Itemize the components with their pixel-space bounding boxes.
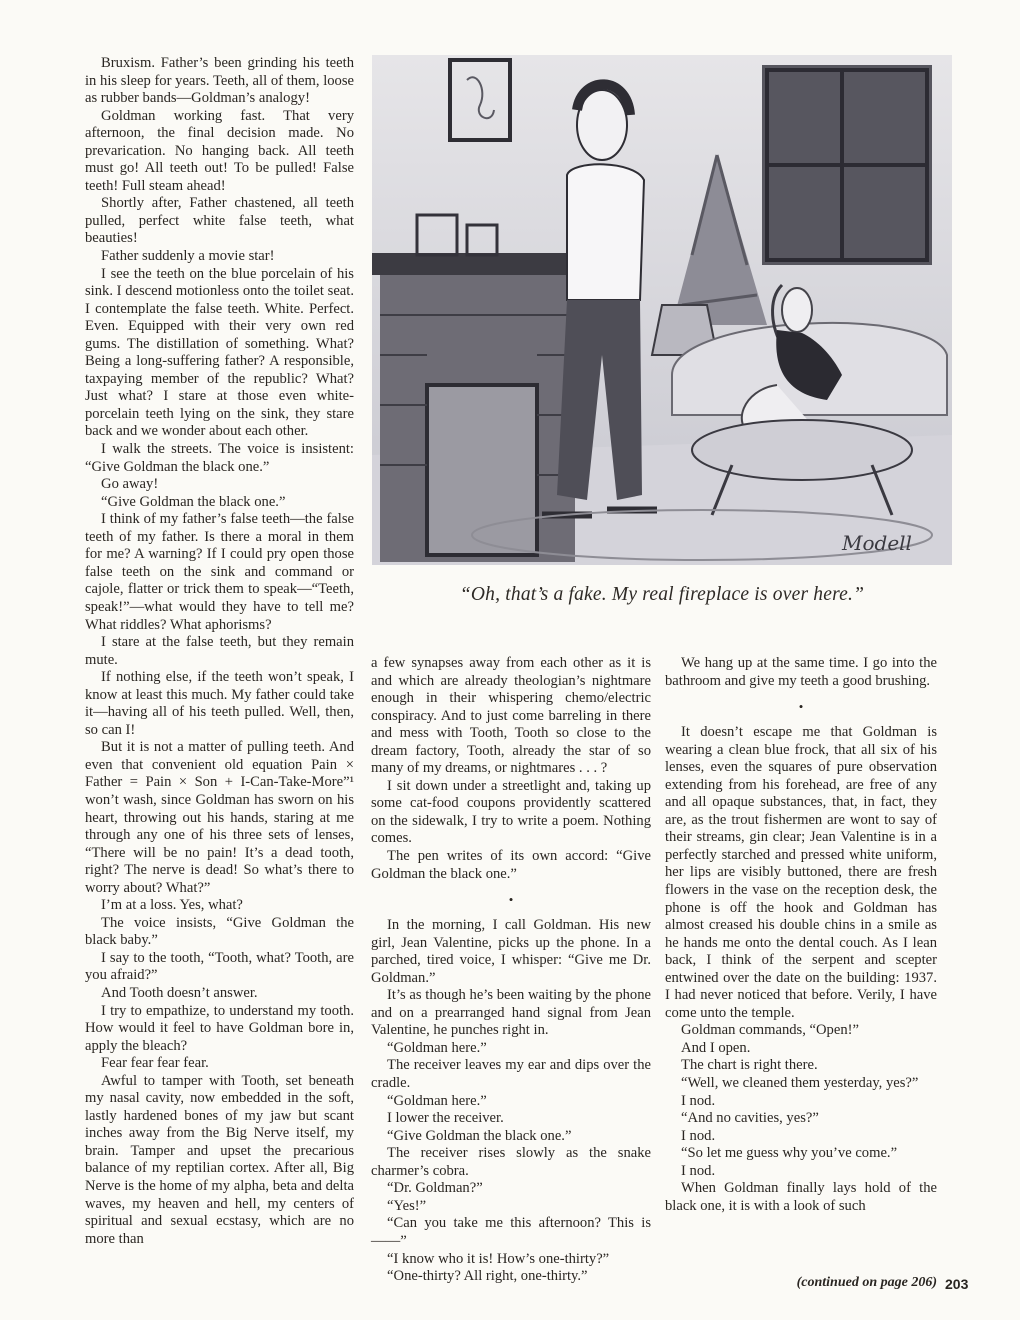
paragraph: “And no cavities, yes?” bbox=[681, 1110, 819, 1127]
paragraph: “Give Goldman the black one.” bbox=[387, 1127, 572, 1144]
paragraph: The chart is right there. bbox=[681, 1057, 818, 1074]
cartoon-drawing bbox=[372, 55, 952, 565]
paragraph: The receiver rises slowly as the snake charmer’s cobra. bbox=[371, 1145, 651, 1179]
paragraph: “Well, we cleaned them yesterday, yes?” bbox=[681, 1075, 919, 1092]
paragraph: I sit down under a streetlight and, taking up some cat-food coupons providently scattered on the sidewalk, I try to write a poem. Nothing comes. bbox=[371, 777, 651, 847]
paragraph: I try to empathize, to understand my tooth. How would it feel to have Goldman bore in, apply the bleach? bbox=[85, 1002, 354, 1054]
paragraph: If nothing else, if the teeth won’t speak, I know at least this much. My father could take it—having all of his teeth pulled. Well, then, so can I! bbox=[85, 669, 354, 738]
paragraph: Awful to tamper with Tooth, set beneath my nasal cavity, now embedded in the soft, lastly hardened bones of my jaw but scant inches away from the Big Nerve itself, my brain. Tamper and upset the precarious balance of my reptilian cortex. After all, Big Nerve is the home of my alpha, beta and delta waves, my heaven and hell, my centers of spiritual and sexual ecstasy, which are no more than bbox=[85, 1072, 354, 1247]
section-break: • bbox=[508, 892, 514, 908]
paragraph: In the morning, I call Goldman. His new girl, Jean Valentine, picks up the phone. In a parched, tired voice, I whisper: “Give me Dr. Goldman.” bbox=[371, 917, 651, 986]
paragraph: “Goldman here.” bbox=[387, 1039, 487, 1056]
paragraph: Bruxism. Father’s been grinding his teeth in his sleep for years. Teeth, all of them, loose as rubber bands—Goldman’s analogy! bbox=[85, 55, 354, 107]
paragraph: “I know who it is! How’s one-thirty?” bbox=[387, 1250, 610, 1267]
paragraph: And I open. bbox=[681, 1039, 751, 1056]
paragraph: I nod. bbox=[681, 1092, 716, 1109]
paragraph: I nod. bbox=[681, 1127, 716, 1144]
paragraph: We hang up at the same time. I go into the bathroom and give my teeth a good brushing. bbox=[665, 655, 937, 689]
paragraph: “Yes!” bbox=[387, 1197, 427, 1214]
paragraph: I stare at the false teeth, but they remain mute. bbox=[85, 634, 354, 668]
paragraph: I lower the receiver. bbox=[387, 1110, 504, 1127]
paragraph: Go away! bbox=[101, 476, 159, 493]
paragraph: I’m at a loss. Yes, what? bbox=[101, 897, 243, 914]
paragraph: Shortly after, Father chastened, all teeth pulled, perfect white false teeth, what beauties! bbox=[85, 195, 354, 247]
paragraph: But it is not a matter of pulling teeth. And even that convenient old equation Pain × Father = Pain × Son + I-Can-Take-More”¹ won’t wash, since Goldman has sworn on his heart, throwing out his hands, staring at me through any one of his three sets of lenses, “There will be no pain! It’s a dead tooth, right? The nerve is dead! So what’s there to worry about? What?” bbox=[85, 739, 354, 896]
paragraph: I see the teeth on the blue porcelain of his sink. I descend motionless onto the toilet seat. I contemplate the false teeth. White. Perfect. Even. Equipped with their very own red gums. The distillation of something. What? Being a long-suffering father? A responsible, taxpaying member of the republic? What? Just what? I stare at those even white-porcelain teeth lying on the sink, they stare back and we wonder about each other. bbox=[85, 265, 354, 440]
paragraph: I nod. bbox=[681, 1162, 716, 1179]
section-break: • bbox=[798, 699, 804, 715]
paragraph: I walk the streets. The voice is insistent: “Give Goldman the black one.” bbox=[85, 441, 354, 475]
article-column-2 bbox=[371, 655, 651, 1286]
paragraph: The pen writes of its own accord: “Give Goldman the black one.” bbox=[371, 848, 651, 882]
cartoon-caption: “Oh, that’s a fake. My real fireplace is over here.” bbox=[459, 584, 865, 605]
paragraph: “Goldman here.” bbox=[387, 1092, 487, 1109]
paragraph: Goldman working fast. That very afternoon, the final decision made. No prevarication. No hanging back. All teeth must go! All teeth out! To be pulled! False teeth! Full steam ahead! bbox=[85, 107, 354, 194]
article-column-3 bbox=[665, 655, 937, 1215]
paragraph: It’s as though he’s been waiting by the phone and on a prearranged hand signal from Jean Valentine, he punches right in. bbox=[371, 987, 651, 1039]
paragraph: “Can you take me this afternoon? This is——” bbox=[371, 1215, 651, 1249]
paragraph: The receiver leaves my ear and dips over the cradle. bbox=[371, 1057, 651, 1092]
paragraph: Father suddenly a movie star! bbox=[101, 248, 275, 265]
paragraph: And Tooth doesn’t answer. bbox=[101, 984, 258, 1001]
paragraph: “So let me guess why you’ve come.” bbox=[681, 1145, 898, 1162]
cartoon-signature: Modell bbox=[842, 531, 912, 555]
paragraph: Fear fear fear fear. bbox=[101, 1055, 209, 1072]
paragraph: a few synapses away from each other as it is and which are already theologian’s nightmare enough in their whispering chemo/electric conspiracy. And to just come barreling in there and mess with Tooth, Tooth so close to the dream factory, Tooth, already the star of so many of my dreams, or nightmares . . . ? bbox=[371, 655, 651, 777]
cartoon-illustration bbox=[372, 55, 952, 565]
page-number: 203 bbox=[945, 1276, 969, 1292]
article-column-1 bbox=[85, 55, 354, 1248]
paragraph: “One-thirty? All right, one-thirty.” bbox=[387, 1268, 588, 1285]
paragraph: I think of my father’s false teeth—the false teeth of my father. Is there a moral in them for me? A warning? If I could pry open those false teeth on the sink and command or cajole, flatter or trick them to speak—“Teeth, speak!”—what would they have to tell me? What riddles? What aphorisms? bbox=[85, 511, 354, 633]
paragraph: Goldman commands, “Open!” bbox=[681, 1022, 859, 1039]
paragraph: “Dr. Goldman?” bbox=[387, 1180, 483, 1197]
continued-note: (continued on page 206) bbox=[796, 1275, 937, 1290]
paragraph: “Give Goldman the black one.” bbox=[101, 493, 286, 510]
paragraph: It doesn’t escape me that Goldman is wearing a clean blue frock, that all six of his lenses, even the squares of pure observation extending from his forehead, are free of any and all opaque substances, that, in fact, they are, as the trout fishermen are wont to say of their streams, gin clear; Jean Valentine is in a perfectly starched and pressed white uniform, her lips are visibly buttoned, there are fresh flowers in the vase on the reception desk, the phone is off the hook and Goldman has almost creased his double chins in a smile as he hands me onto the dental couch. As I lean back, I think of the serpent and scepter entwined over the date on the building: 1937. I had never noticed that before. Verily, I have come unto the temple. bbox=[665, 724, 937, 1021]
paragraph: The voice insists, “Give Goldman the black baby.” bbox=[85, 914, 354, 949]
paragraph: I say to the tooth, “Tooth, what? Tooth, are you afraid?” bbox=[85, 949, 354, 984]
paragraph: When Goldman finally lays hold of the black one, it is with a look of such bbox=[665, 1180, 937, 1214]
